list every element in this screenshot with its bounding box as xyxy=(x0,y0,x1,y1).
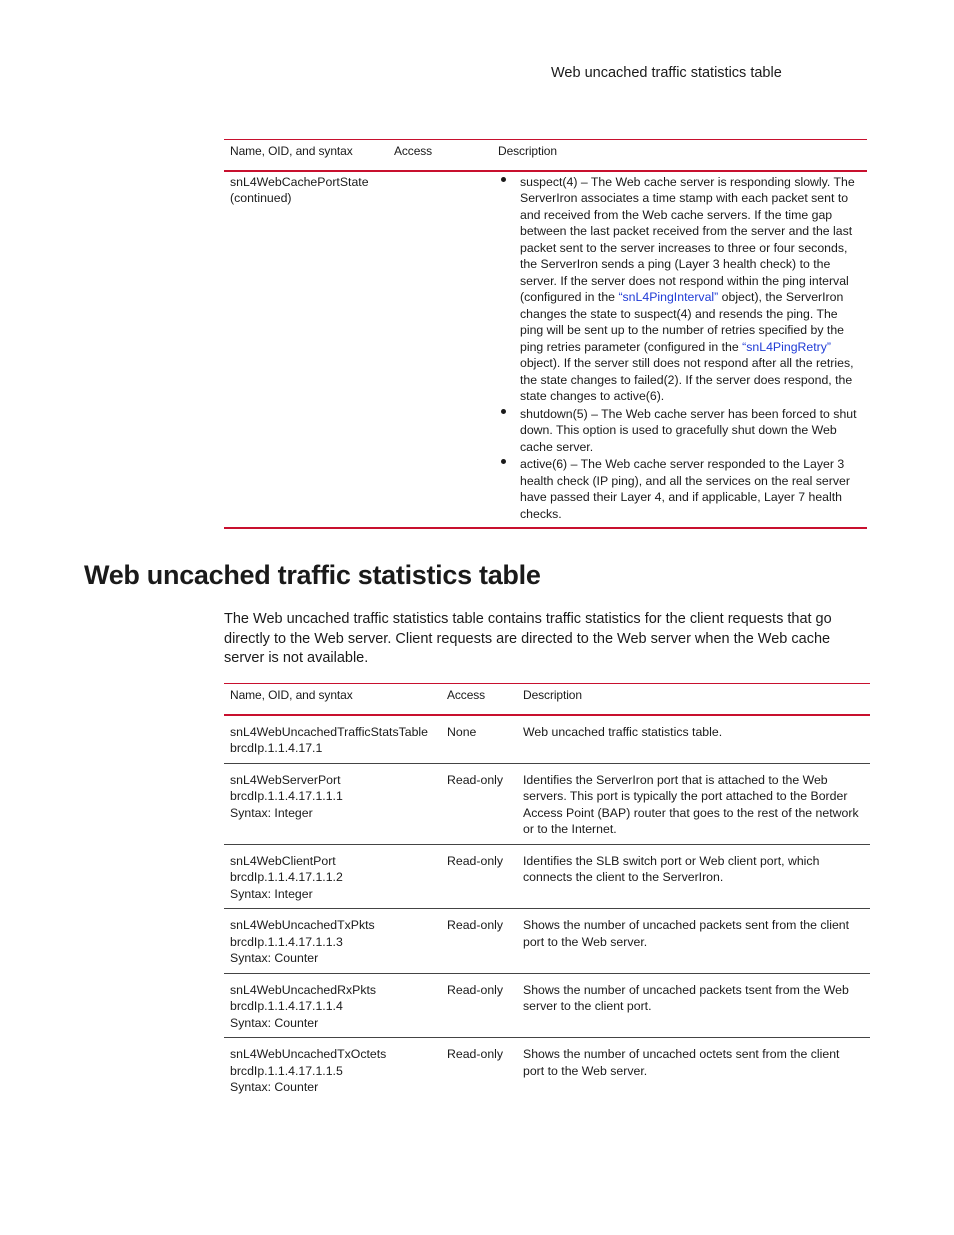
object-syntax: Syntax: Integer xyxy=(230,805,313,820)
object-name: snL4WebUncachedTxOctets xyxy=(230,1047,387,1061)
object-oid: brcdIp.1.1.4.17.1.1.3 xyxy=(230,934,343,949)
link-snl4pinginterval[interactable]: “snL4PingInterval” xyxy=(618,290,719,304)
bullet-suspect xyxy=(498,174,861,405)
header-description: Description xyxy=(498,144,557,158)
object-cell xyxy=(224,1038,441,1102)
object-name: snL4WebUncachedTrafficStatsTable xyxy=(230,724,428,739)
bullet-active: active(6) – The Web cache server responded to the Layer 3 health check (IP ping), and all the services on the real server have passed their Layer 4, and if applicable, Layer 7 health checks. xyxy=(498,456,861,522)
object-oid: brcdIp.1.1.4.17.1.1.5 xyxy=(230,1063,343,1078)
description-cell xyxy=(492,171,867,529)
table-row xyxy=(224,844,870,909)
header-access: Access xyxy=(394,144,433,158)
object-name: snL4WebUncachedTxPkts xyxy=(230,918,375,932)
object-cell xyxy=(224,763,441,844)
object-oid: brcdIp.1.1.4.17.1.1.1 xyxy=(230,789,343,803)
table-row xyxy=(224,1038,870,1102)
object-name-cell xyxy=(224,171,388,529)
section-title: Web uncached traffic statistics table xyxy=(84,560,541,590)
description-cell: Identifies the ServerIron port that is attached to the Web servers. This port is typically the port attached to the Border Access Point (BAP) router that goes to the rest of the network or to the Internet. xyxy=(523,772,859,836)
object-cell xyxy=(224,715,441,764)
table-row xyxy=(224,909,870,974)
suspect-text-3: object). If the server still does not respond after all the retries, the state changes to failed(2). If the server does respond, the state changes to active(6). xyxy=(520,356,854,403)
table-row xyxy=(224,973,870,1038)
object-cell xyxy=(224,909,441,974)
section-intro: The Web uncached traffic statistics table contains traffic statistics for the client requests that go directly to the Web server. Client requests are directed to the Web server when the Web cache server is not available. xyxy=(224,611,832,666)
table-row xyxy=(224,715,870,764)
continued-note: (continued) xyxy=(230,191,292,205)
table-header-row xyxy=(224,140,867,171)
header-access: Access xyxy=(447,688,486,702)
object-cell xyxy=(224,844,441,909)
suspect-text-2: object), the ServerIron changes the state to suspect(4) and resends the ping. The ping will be sent up to the number of retries specified by the ping retries parameter (configured in the xyxy=(520,290,845,354)
object-cell xyxy=(224,973,441,1038)
object-name: snL4WebCachePortState xyxy=(230,174,369,189)
object-syntax: Syntax: Integer xyxy=(230,886,313,901)
header-name-oid-syntax: Name, OID, and syntax xyxy=(230,144,353,158)
suspect-text-1: suspect(4) – The Web cache server is responding slowly. The ServerIron associates a time stamp with each packet sent to and received from the Web cache servers. If the time gap between the last packet received from the server and the last packet sent to the server increases to three or four seconds, the ServerIron sends a ping (Layer 3 health check) to the server. If the server does not respond within the ping interval (configured in the xyxy=(520,174,855,304)
access-cell: None xyxy=(447,724,477,739)
running-header: Web uncached traffic statistics table xyxy=(551,65,782,81)
description-cell: Shows the number of uncached packets tsent from the Web server to the client port. xyxy=(523,982,849,1013)
header-name-oid-syntax: Name, OID, and syntax xyxy=(230,688,353,702)
description-cell: Shows the number of uncached packets sent from the client port to the Web server. xyxy=(523,918,850,949)
access-cell xyxy=(388,171,492,529)
access-cell: Read-only xyxy=(447,982,504,997)
table-header-row xyxy=(224,684,870,715)
description-cell: Shows the number of uncached octets sent from the client port to the Web server. xyxy=(523,1047,840,1078)
access-cell: Read-only xyxy=(447,1047,504,1061)
bullet-shutdown: shutdown(5) – The Web cache server has been forced to shut down. This option is used to gracefully shut down the Web cache server. xyxy=(498,406,861,456)
object-name: snL4WebServerPort xyxy=(230,772,341,787)
uncached-traffic-stats-table xyxy=(224,683,870,1102)
state-list xyxy=(498,174,861,523)
port-state-table-continued xyxy=(224,139,867,529)
access-cell: Read-only xyxy=(447,853,504,868)
object-syntax: Syntax: Counter xyxy=(230,951,319,965)
access-cell: Read-only xyxy=(447,918,504,932)
object-oid: brcdIp.1.1.4.17.1.1.2 xyxy=(230,870,343,884)
object-syntax: Syntax: Counter xyxy=(230,1015,319,1030)
link-snl4pingretry[interactable]: “snL4PingRetry” xyxy=(742,339,832,354)
access-cell: Read-only xyxy=(447,772,504,787)
table-row xyxy=(224,171,867,529)
object-oid: brcdIp.1.1.4.17.1 xyxy=(230,741,323,755)
object-name: snL4WebUncachedRxPkts xyxy=(230,982,377,997)
object-oid: brcdIp.1.1.4.17.1.1.4 xyxy=(230,999,343,1013)
object-syntax: Syntax: Counter xyxy=(230,1080,319,1094)
table-row xyxy=(224,763,870,844)
header-description: Description xyxy=(523,688,582,702)
description-cell: Identifies the SLB switch port or Web client port, which connects the client to the ServerIron. xyxy=(523,853,820,884)
description-cell: Web uncached traffic statistics table. xyxy=(523,724,723,739)
object-name: snL4WebClientPort xyxy=(230,853,336,868)
